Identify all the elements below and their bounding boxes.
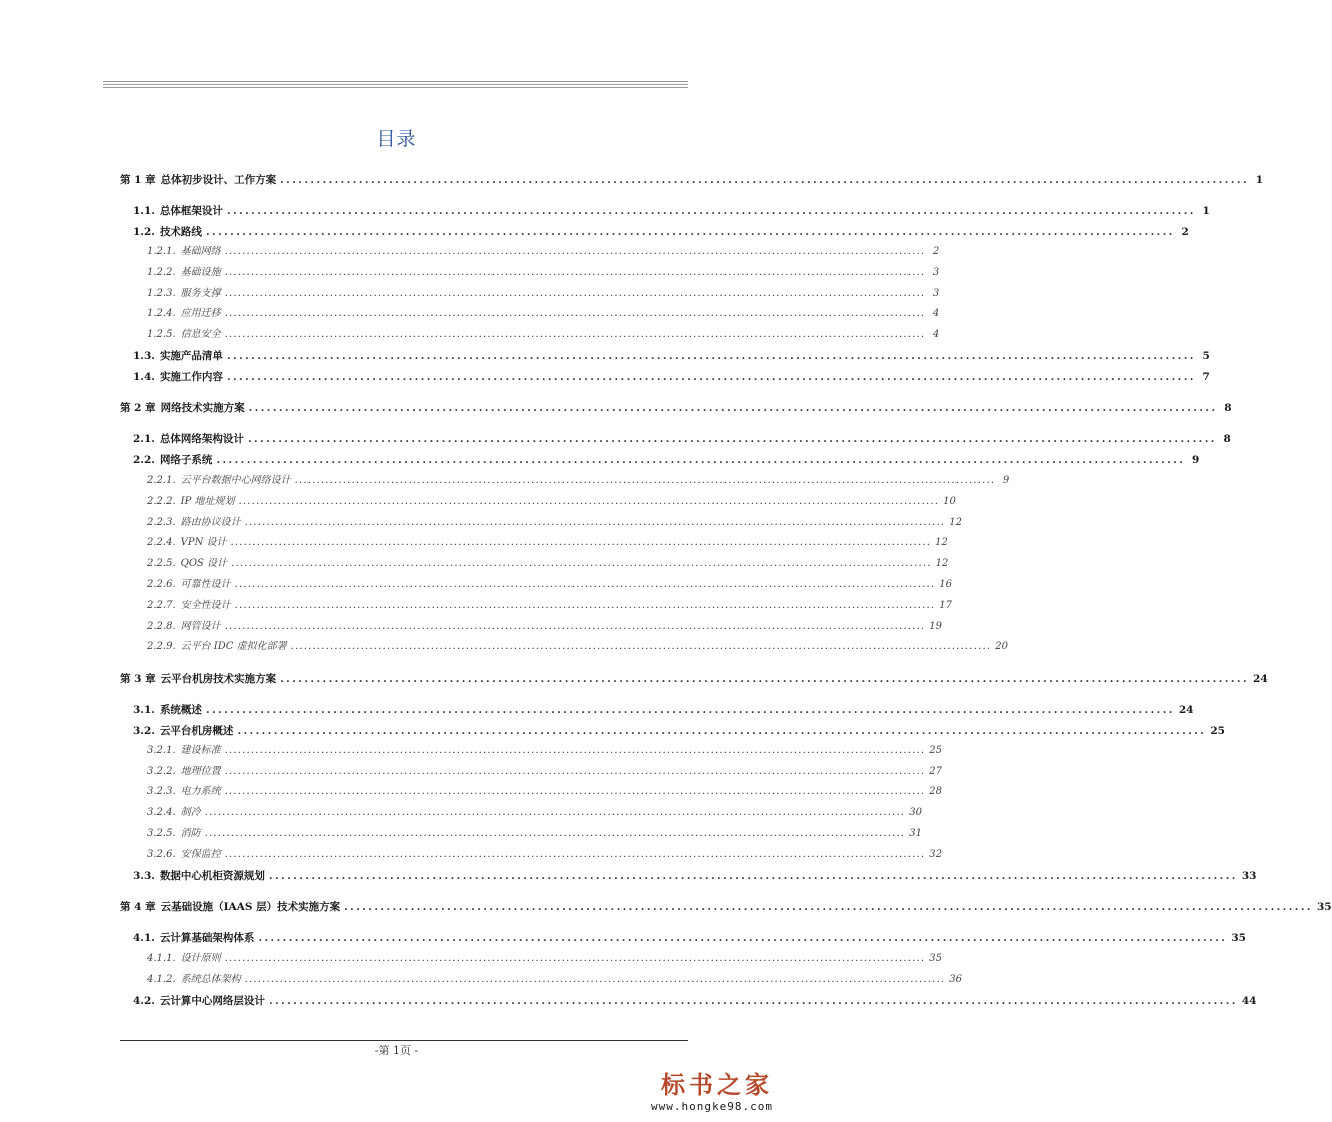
toc-entry[interactable] bbox=[120, 672, 1268, 686]
dot-leader: ................................................................................................................................................................ bbox=[204, 807, 906, 818]
toc-entry-title: 实施产品清单 bbox=[159, 350, 223, 362]
toc-entry-title: 制冷 bbox=[180, 807, 201, 818]
toc-entry-title: 云平台数据中心网络设计 bbox=[180, 475, 291, 486]
dot-leader: ................................................................................................................................................................ bbox=[290, 641, 992, 652]
toc-entry[interactable] bbox=[133, 432, 1231, 446]
toc-entry-number: 2.2.8. bbox=[147, 621, 176, 632]
toc-entry[interactable] bbox=[147, 287, 940, 301]
dot-leader: ................................................................................................................................................................ bbox=[238, 496, 940, 507]
toc-entry-number: 3.2. bbox=[133, 725, 155, 737]
dot-leader: ................................................................................................................................................................ bbox=[224, 745, 926, 756]
watermark-logo bbox=[651, 1065, 773, 1113]
toc-entry[interactable] bbox=[120, 900, 1332, 914]
dot-leader: ................................................................................................................................................................ bbox=[247, 433, 1217, 445]
dot-leader: ................................................................................................................................................................ bbox=[226, 371, 1196, 383]
toc-entry-number: 3.2.4. bbox=[147, 807, 176, 818]
toc-entry-title: 云平台机房概述 bbox=[159, 725, 234, 737]
toc-entry-page: 4 bbox=[932, 308, 940, 319]
toc-entry-title: 地理位置 bbox=[180, 766, 221, 777]
dot-leader: ................................................................................................................................................................ bbox=[244, 974, 946, 985]
toc-entry-number: 2.2.1. bbox=[147, 475, 176, 486]
toc-entry-number: 3.2.2. bbox=[147, 766, 176, 777]
toc-entry[interactable] bbox=[147, 245, 940, 259]
toc-entry-page: 24 bbox=[1178, 704, 1194, 716]
toc-entry-title: 安全性设计 bbox=[180, 600, 231, 611]
toc-entry[interactable] bbox=[147, 557, 949, 571]
toc-entry-page: 5 bbox=[1202, 350, 1210, 362]
toc-entry-page: 35 bbox=[1231, 932, 1246, 944]
toc-entry-number: 3.2.6. bbox=[147, 849, 176, 860]
toc-entry-number: 4.2. bbox=[133, 995, 155, 1007]
toc-entry-number: 1.1. bbox=[133, 205, 155, 217]
toc-entry-number: 3.3. bbox=[133, 870, 155, 882]
toc-entry[interactable] bbox=[147, 474, 1010, 488]
toc-entry-title: 网络子系统 bbox=[159, 454, 213, 466]
toc-entry-page: 20 bbox=[995, 641, 1008, 652]
toc-entry-page: 36 bbox=[949, 974, 962, 985]
toc-entry-number: 2.2.2. bbox=[147, 496, 176, 507]
dot-leader: ................................................................................................................................................................ bbox=[224, 621, 926, 632]
toc-entry-title: VPN 设计 bbox=[180, 537, 227, 548]
toc-entry[interactable] bbox=[133, 453, 1200, 467]
toc-entry-number: 2.2.4. bbox=[147, 537, 176, 548]
toc-entry[interactable] bbox=[147, 578, 952, 592]
toc-entry[interactable] bbox=[120, 401, 1232, 415]
toc-entry-number: 3.1. bbox=[133, 704, 155, 716]
toc-entry-page: 24 bbox=[1253, 673, 1268, 685]
toc-entry-title: 网络技术实施方案 bbox=[160, 402, 245, 414]
toc-entry-page: 1 bbox=[1255, 174, 1264, 186]
toc-entry-title: 系统总体架构 bbox=[180, 974, 241, 985]
toc-entry-number: 第 3 章 bbox=[120, 673, 156, 685]
toc-entry[interactable] bbox=[147, 599, 952, 613]
toc-entry-number: 4.1.2. bbox=[147, 974, 176, 985]
toc-entry[interactable] bbox=[147, 765, 942, 779]
toc-entry-number: 1.2.3. bbox=[147, 288, 176, 299]
toc-entry-page: 9 bbox=[1192, 454, 1200, 466]
toc-entry[interactable] bbox=[147, 827, 922, 841]
header-rule-1 bbox=[103, 81, 688, 82]
toc-entry-page: 25 bbox=[929, 745, 942, 756]
dot-leader: ................................................................................................................................................................ bbox=[258, 932, 1228, 944]
toc-entry[interactable] bbox=[147, 640, 1008, 654]
dot-leader: ................................................................................................................................................................ bbox=[268, 870, 1238, 882]
toc-entry-number: 2.2. bbox=[133, 454, 155, 466]
toc-entry[interactable] bbox=[133, 724, 1225, 738]
toc-entry-title: 应用迁移 bbox=[180, 308, 221, 319]
toc-entry[interactable] bbox=[147, 848, 942, 862]
dot-leader: ................................................................................................................................................................ bbox=[205, 704, 1175, 716]
dot-leader: ................................................................................................................................................................ bbox=[231, 558, 932, 569]
toc-entry-page: 8 bbox=[1224, 402, 1232, 414]
dot-leader: ................................................................................................................................................................ bbox=[344, 901, 1313, 913]
toc-entry-title: 信息安全 bbox=[180, 329, 221, 340]
toc-entry-title: 基础网络 bbox=[180, 246, 221, 257]
toc-entry-number: 2.2.6. bbox=[147, 579, 176, 590]
toc-entry-number: 4.1.1. bbox=[147, 953, 176, 964]
toc-entry-number: 第 2 章 bbox=[120, 402, 156, 414]
toc-entry-number: 1.3. bbox=[133, 350, 155, 362]
toc-entry-title: 云基础设施（IAAS 层）技术实施方案 bbox=[160, 901, 341, 913]
dot-leader: ................................................................................................................................................................ bbox=[224, 329, 926, 340]
toc-entry-number: 2.2.5. bbox=[147, 558, 176, 569]
toc-entry-page: 12 bbox=[949, 517, 962, 528]
toc-entry-page: 33 bbox=[1241, 870, 1257, 882]
dot-leader: ................................................................................................................................................................ bbox=[226, 350, 1196, 362]
toc-entry-number: 1.4. bbox=[133, 371, 155, 383]
toc-entry-number: 3.2.1. bbox=[147, 745, 176, 756]
toc-entry-title: 可靠性设计 bbox=[180, 579, 231, 590]
dot-leader: ................................................................................................................................................................ bbox=[234, 600, 936, 611]
toc-entry-title: 总体初步设计、工作方案 bbox=[160, 174, 277, 186]
dot-leader: ................................................................................................................................................................ bbox=[224, 786, 926, 797]
toc-entry-title: 网管设计 bbox=[180, 621, 221, 632]
toc-entry-title: 技术路线 bbox=[159, 226, 202, 238]
dot-leader: ................................................................................................................................................................ bbox=[224, 849, 926, 860]
toc-entry-page: 3 bbox=[932, 288, 940, 299]
toc-entry-page: 35 bbox=[1316, 901, 1332, 913]
toc-entry-page: 10 bbox=[943, 496, 956, 507]
toc-entry[interactable] bbox=[133, 869, 1257, 883]
toc-entry-title: 云计算中心网络层设计 bbox=[159, 995, 265, 1007]
toc-entry-number: 2.2.9. bbox=[147, 641, 176, 652]
toc-entry[interactable] bbox=[133, 931, 1246, 945]
toc-entry-page: 16 bbox=[939, 579, 952, 590]
toc-entry[interactable] bbox=[133, 703, 1194, 717]
toc-entry[interactable] bbox=[147, 785, 942, 799]
toc-entry-title: 实施工作内容 bbox=[159, 371, 223, 383]
dot-leader: ................................................................................................................................................................ bbox=[244, 517, 946, 528]
toc-entry-page: 35 bbox=[929, 953, 942, 964]
toc-entry[interactable] bbox=[147, 266, 940, 280]
toc-entry-page: 7 bbox=[1202, 371, 1210, 383]
toc-entry-number: 4.1. bbox=[133, 932, 155, 944]
toc-entry[interactable] bbox=[133, 204, 1210, 218]
toc-entry-page: 12 bbox=[935, 537, 948, 548]
toc-entry-page: 2 bbox=[932, 246, 940, 257]
toc-entry-page: 1 bbox=[1202, 205, 1210, 217]
toc-entry[interactable] bbox=[133, 370, 1210, 384]
toc-entry[interactable] bbox=[133, 994, 1257, 1008]
dot-leader: ................................................................................................................................................................ bbox=[237, 725, 1207, 737]
toc-entry-title: 系统概述 bbox=[159, 704, 202, 716]
dot-leader: ................................................................................................................................................................ bbox=[226, 205, 1196, 217]
toc-entry-page: 25 bbox=[1210, 725, 1225, 737]
header-rule-2 bbox=[103, 84, 688, 85]
dot-leader: ................................................................................................................................................................ bbox=[280, 174, 1250, 186]
header-rule-3 bbox=[103, 87, 688, 88]
watermark-brand: 标书之家 bbox=[661, 1071, 773, 1099]
toc-entry-number: 1.2.1. bbox=[147, 246, 176, 257]
dot-leader: ................................................................................................................................................................ bbox=[224, 246, 926, 257]
toc-entry[interactable] bbox=[147, 536, 948, 550]
toc-entry-page: 30 bbox=[909, 807, 922, 818]
toc-entry-number: 2.1. bbox=[133, 433, 155, 445]
toc-entry-title: QOS 设计 bbox=[180, 558, 228, 569]
toc-entry-title: 基础设施 bbox=[180, 267, 221, 278]
dot-leader: ................................................................................................................................................................ bbox=[224, 953, 926, 964]
dot-leader: ................................................................................................................................................................ bbox=[216, 454, 1186, 466]
dot-leader: ................................................................................................................................................................ bbox=[224, 267, 926, 278]
toc-entry-number: 1.2.4. bbox=[147, 308, 176, 319]
toc-entry-title: 安保监控 bbox=[180, 849, 221, 860]
toc-entry-number: 3.2.3. bbox=[147, 786, 176, 797]
toc-entry-page: 19 bbox=[929, 621, 942, 632]
toc-entry-page: 4 bbox=[932, 329, 940, 340]
toc-entry[interactable] bbox=[147, 495, 956, 509]
toc-entry-number: 2.2.3. bbox=[147, 517, 176, 528]
toc-entry[interactable] bbox=[147, 307, 940, 321]
dot-leader: ................................................................................................................................................................ bbox=[294, 475, 996, 486]
toc-entry-page: 3 bbox=[932, 267, 940, 278]
toc-entry-page: 2 bbox=[1181, 226, 1189, 238]
footer-rule bbox=[120, 1040, 688, 1041]
page-title: 目录 bbox=[376, 128, 417, 150]
toc-entry-title: 云平台 IDC 虚拟化部署 bbox=[180, 641, 287, 652]
toc-entry-page: 44 bbox=[1241, 995, 1257, 1007]
toc-entry-page: 27 bbox=[929, 766, 942, 777]
toc-entry-number: 1.2.2. bbox=[147, 267, 176, 278]
toc-entry[interactable] bbox=[147, 952, 942, 966]
toc-entry-page: 8 bbox=[1223, 433, 1231, 445]
toc-entry-number: 3.2.5. bbox=[147, 828, 176, 839]
toc-entry[interactable] bbox=[147, 806, 922, 820]
toc-entry[interactable] bbox=[147, 620, 942, 634]
toc-entry-number: 第 1 章 bbox=[120, 174, 156, 186]
toc-entry[interactable] bbox=[147, 328, 940, 342]
toc-entry-title: 电力系统 bbox=[180, 786, 221, 797]
dot-leader: ................................................................................................................................................................ bbox=[224, 288, 926, 299]
toc-entry-title: 路由协议设计 bbox=[180, 517, 241, 528]
toc-entry-number: 2.2.7. bbox=[147, 600, 176, 611]
toc-entry-page: 31 bbox=[909, 828, 922, 839]
dot-leader: ................................................................................................................................................................ bbox=[224, 766, 926, 777]
toc-entry-title: 服务支撑 bbox=[180, 288, 221, 299]
toc-entry-page: 32 bbox=[929, 849, 942, 860]
toc-entry-title: 设计原则 bbox=[180, 953, 221, 964]
dot-leader: ................................................................................................................................................................ bbox=[280, 673, 1250, 685]
toc-entry[interactable] bbox=[120, 173, 1264, 187]
dot-leader: ................................................................................................................................................................ bbox=[234, 579, 936, 590]
toc-entry[interactable] bbox=[147, 973, 962, 987]
toc-entry-number: 1.2. bbox=[133, 226, 155, 238]
toc-entry-title: 数据中心机柜资源规划 bbox=[159, 870, 265, 882]
dot-leader: ................................................................................................................................................................ bbox=[205, 226, 1175, 238]
toc-entry-title: 云计算基础架构体系 bbox=[159, 932, 255, 944]
dot-leader: ................................................................................................................................................................ bbox=[248, 402, 1218, 414]
toc-entry-title: 总体框架设计 bbox=[159, 205, 223, 217]
toc-entry[interactable] bbox=[133, 225, 1189, 239]
toc-entry[interactable] bbox=[147, 516, 962, 530]
toc-entry-page: 9 bbox=[1002, 475, 1010, 486]
toc-entry-title: 建设标准 bbox=[180, 745, 221, 756]
toc-entry-title: IP 地址规划 bbox=[180, 496, 235, 507]
toc-entry[interactable] bbox=[133, 349, 1210, 363]
toc-entry-page: 12 bbox=[935, 558, 949, 569]
dot-leader: ................................................................................................................................................................ bbox=[224, 308, 926, 319]
toc-entry-page: 17 bbox=[939, 600, 952, 611]
toc-entry-title: 总体网络架构设计 bbox=[159, 433, 244, 445]
toc-entry-title: 云平台机房技术实施方案 bbox=[160, 673, 277, 685]
toc-entry-page: 28 bbox=[929, 786, 942, 797]
toc-entry[interactable] bbox=[147, 744, 942, 758]
watermark-url: www.hongke98.com bbox=[651, 1100, 773, 1113]
dot-leader: ................................................................................................................................................................ bbox=[230, 537, 932, 548]
dot-leader: ................................................................................................................................................................ bbox=[268, 995, 1238, 1007]
page-footer: -第 1页 - bbox=[374, 1044, 419, 1057]
toc-entry-number: 第 4 章 bbox=[120, 901, 156, 913]
dot-leader: ................................................................................................................................................................ bbox=[204, 828, 906, 839]
toc-entry-title: 消防 bbox=[180, 828, 201, 839]
toc-entry-number: 1.2.5. bbox=[147, 329, 176, 340]
